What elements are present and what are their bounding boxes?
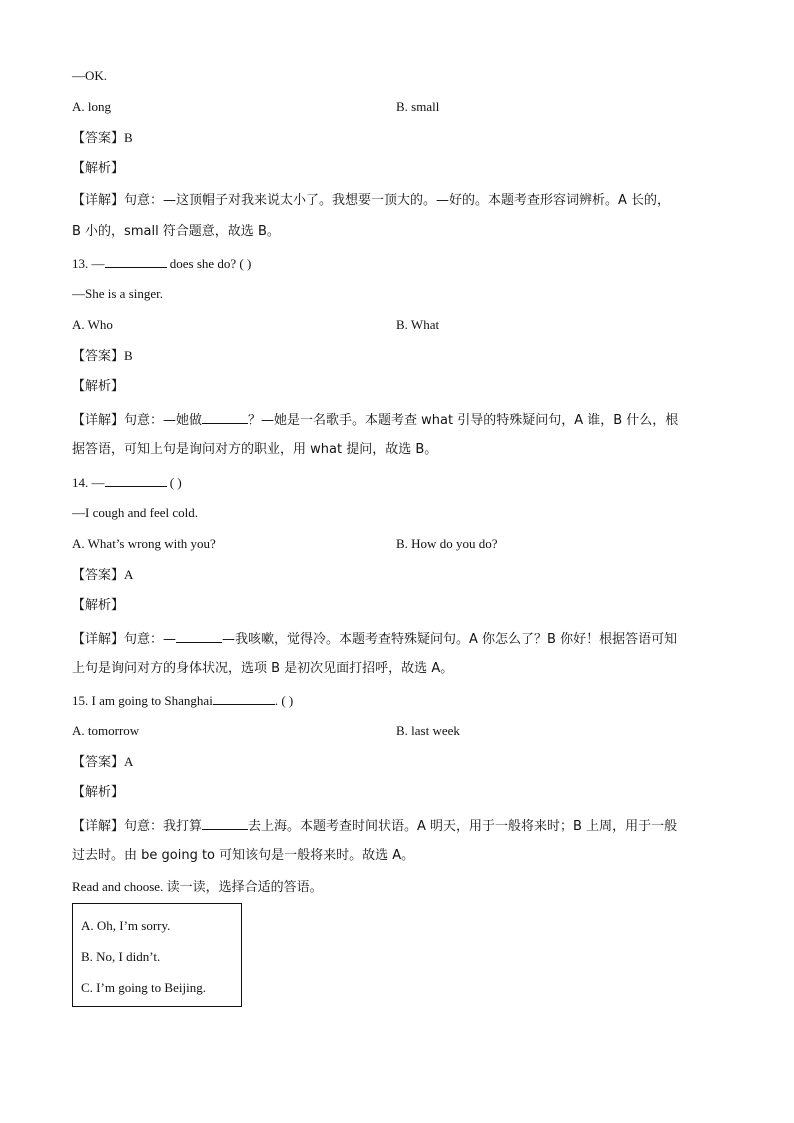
question-13 <box>72 255 251 272</box>
answer-value: A <box>124 567 134 582</box>
answer-blank <box>105 255 167 268</box>
answer-13 <box>72 348 133 365</box>
question-15-suffix: . ( ) <box>274 693 294 708</box>
detail-15-prefix: 【详解】句意：我打算 <box>72 819 203 834</box>
option-a-13[interactable]: A. Who <box>72 317 113 332</box>
reply-14: —I cough and feel cold. <box>72 505 198 520</box>
reply-ok: —OK. <box>72 68 108 83</box>
box-option-c[interactable]: C. I’m going to Beijing. <box>81 980 206 995</box>
analysis-label-13: 【解析】 <box>72 379 125 394</box>
detail-13-prefix: 【详解】句意：—她做 <box>72 413 203 428</box>
answer-blank <box>202 817 248 830</box>
option-b-15[interactable]: B. last week <box>396 723 460 738</box>
detail-13-line1 <box>72 411 678 429</box>
analysis-label-14: 【解析】 <box>72 598 125 613</box>
detail-15-line1 <box>72 817 677 835</box>
detail-15-line2: 过去时。由 be going to 可知该句是一般将来时。故选 A。 <box>72 848 415 863</box>
answer-options-box <box>72 903 242 1007</box>
question-13-prefix: 13. — <box>72 256 105 271</box>
question-13-suffix: does she do? ( ) <box>166 256 252 271</box>
answer-value: A <box>124 754 134 769</box>
question-14 <box>72 474 182 491</box>
detail-12-line2: B 小的，small 符合题意，故选 B。 <box>72 224 280 239</box>
answer-blank <box>202 411 248 424</box>
answer-label: 【答案】 <box>72 131 125 146</box>
answer-blank <box>213 692 275 705</box>
question-15 <box>72 692 293 709</box>
detail-14-line1 <box>72 630 677 648</box>
question-15-prefix: 15. I am going to Shanghai <box>72 693 213 708</box>
detail-13-suffix: ？—她是一名歌手。本题考查 what 引导的特殊疑问句，A 谁，B 什么，根 <box>248 413 679 428</box>
reply-13: —She is a singer. <box>72 286 163 301</box>
box-option-b[interactable]: B. No, I didn’t. <box>81 949 161 964</box>
answer-blank <box>105 474 167 487</box>
answer-14 <box>72 567 133 584</box>
detail-12-line1: 【详解】句意：—这顶帽子对我来说太小了。我想要一顶大的。—好的。本题考查形容词辨析。A 长的， <box>72 193 671 208</box>
detail-14-prefix: 【详解】句意：— <box>72 632 177 647</box>
option-a-12[interactable]: A. long <box>72 99 111 114</box>
option-b-12[interactable]: B. small <box>396 99 440 114</box>
answer-label: 【答案】 <box>72 349 125 364</box>
analysis-label-15: 【解析】 <box>72 785 125 800</box>
option-b-13[interactable]: B. What <box>396 317 440 332</box>
answer-15 <box>72 754 133 771</box>
section-heading: Read and choose. 读一读，选择合适的答语。 <box>72 879 323 894</box>
answer-value: B <box>124 348 133 363</box>
detail-14-line2: 上句是询问对方的身体状况，选项 B 是初次见面打招呼，故选 A。 <box>72 661 454 676</box>
option-a-15[interactable]: A. tomorrow <box>72 723 140 738</box>
answer-label: 【答案】 <box>72 755 125 770</box>
question-14-prefix: 14. — <box>72 475 105 490</box>
detail-13-line2: 据答语，可知上句是询问对方的职业，用 what 提问，故选 B。 <box>72 442 438 457</box>
answer-12 <box>72 130 133 147</box>
question-14-suffix: ( ) <box>166 475 182 490</box>
option-b-14[interactable]: B. How do you do? <box>396 536 498 551</box>
option-a-14[interactable]: A. What’s wrong with you? <box>72 536 216 551</box>
analysis-label-12: 【解析】 <box>72 161 125 176</box>
answer-label: 【答案】 <box>72 568 125 583</box>
answer-value: B <box>124 130 133 145</box>
box-option-a[interactable]: A. Oh, I’m sorry. <box>81 918 171 933</box>
detail-15-suffix: 去上海。本题考查时间状语。A 明天，用于一般将来时；B 上周，用于一般 <box>248 819 678 834</box>
detail-14-suffix: —我咳嗽，觉得冷。本题考查特殊疑问句。A 你怎么了？B 你好！根据答语可知 <box>222 632 678 647</box>
answer-blank <box>176 630 222 643</box>
